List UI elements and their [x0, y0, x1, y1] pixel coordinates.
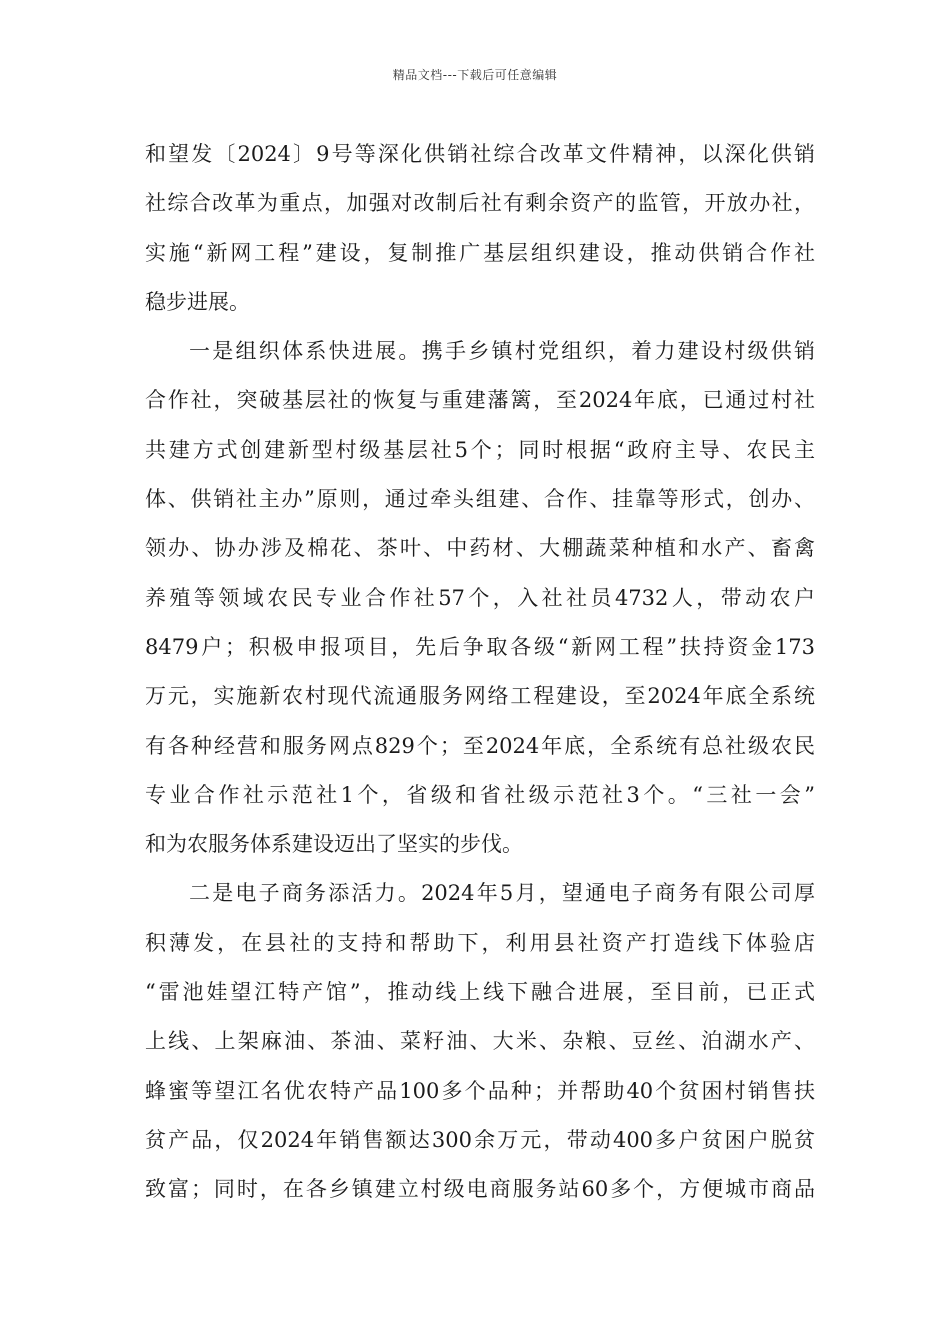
text-line: 社综合改革为重点，加强对改制后社有剩余资产的监管，开放办社，	[145, 191, 815, 216]
text-line: 和望发〔2024〕9号等深化供销社综合改革文件精神，以深化供销	[145, 142, 815, 166]
text-line: 体、供销社主办”原则，通过牵头组建、合作、挂靠等形式，创办、	[145, 487, 815, 512]
text-line: 领办、协办涉及棉花、茶叶、中药材、大棚蔬菜种植和水产、畜禽	[145, 536, 815, 561]
text-line: 蜂蜜等望江名优农特产品100多个品种；并帮助40个贫困村销售扶	[145, 1078, 815, 1103]
text-line: “雷池娃望江特产馆”，推动线上线下融合进展，至目前，已正式	[145, 980, 815, 1005]
text-line: 8479户；积极申报项目，先后争取各级“新网工程”扶持资金173	[145, 634, 815, 659]
text-line: 有各种经营和服务网点829个；至2024年底，全系统有总社级农民	[145, 733, 815, 758]
text-line: 专业合作社示范社1个，省级和省社级示范社3个。“三社一会”	[145, 782, 815, 807]
text-line: 合作社，突破基层社的恢复与重建藩篱，至2024年底，已通过村社	[145, 388, 815, 413]
text-line: 贫产品，仅2024年销售额达300余万元，带动400多户贫困户脱贫	[145, 1127, 815, 1152]
page-header: 精品文档---下载后可任意编辑	[392, 68, 558, 82]
text-line: 万元，实施新农村现代流通服务网络工程建设，至2024年底全系统	[145, 684, 815, 709]
text-line: 二是电子商务添活力。2024年5月，望通电子商务有限公司厚	[189, 881, 815, 906]
text-line: 致富；同时，在各乡镇建立村级电商服务站60多个，方便城市商品	[145, 1177, 815, 1202]
text-line: 积薄发，在县社的支持和帮助下，利用县社资产打造线下体验店	[145, 930, 815, 955]
text-line: 稳步进展。	[145, 289, 250, 314]
text-line: 一是组织体系快进展。携手乡镇村党组织，着力建设村级供销	[189, 339, 815, 364]
text-line: 上线、上架麻油、茶油、菜籽油、大米、杂粮、豆丝、泊湖水产、	[145, 1029, 815, 1054]
text-line: 共建方式创建新型村级基层社5个；同时根据“政府主导、农民主	[145, 437, 815, 462]
text-line: 养殖等领域农民专业合作社57个，入社社员4732人，带动农户	[145, 585, 815, 610]
text-line: 实施“新网工程”建设，复制推广基层组织建设，推动供销合作社	[145, 240, 815, 265]
text-line: 和为农服务体系建设迈出了坚实的步伐。	[145, 832, 523, 857]
body-text	[145, 130, 815, 1215]
